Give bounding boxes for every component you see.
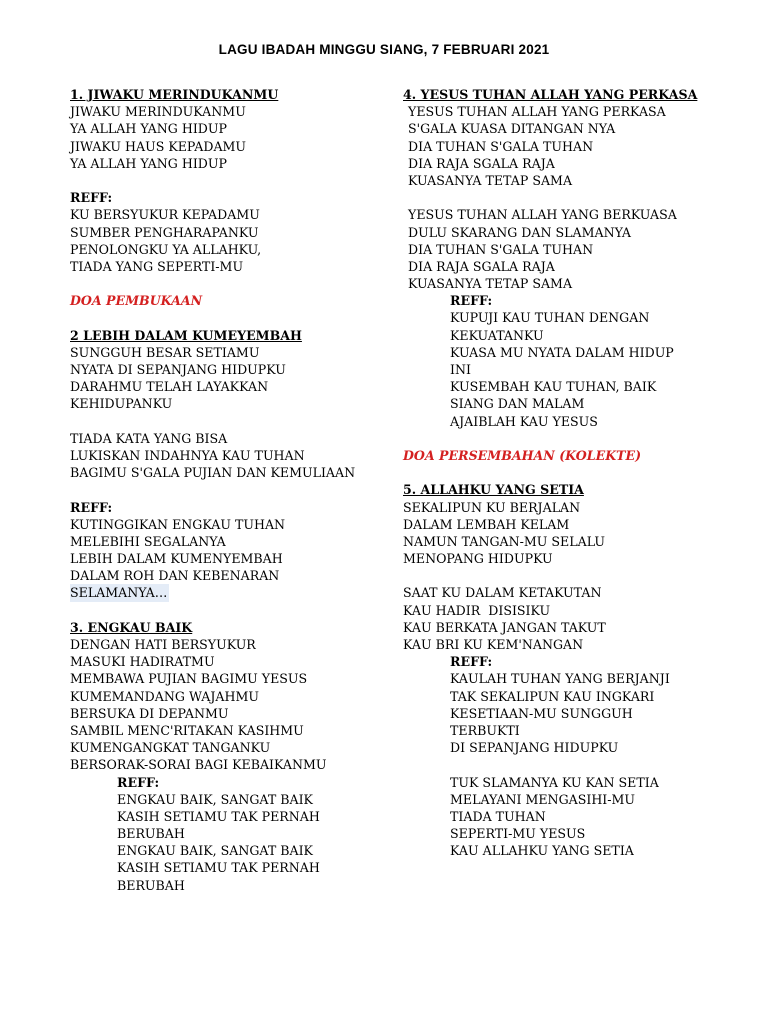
lyric-line: DI SEPANJANG HIDUPKU [450, 740, 619, 756]
lyric-line: MELEBIHI SEGALANYA [70, 533, 226, 549]
lyric-line: DIA TUHAN S'GALA TUHAN [408, 138, 594, 154]
lyric-line: KEKUATANKU [450, 327, 544, 343]
lyric-line: TIADA KATA YANG BISA [70, 430, 228, 446]
lyric-line: DALAM LEMBAH KELAM [403, 516, 570, 532]
lyric-line: KEHIDUPANKU [70, 396, 173, 412]
lyric-line: YESUS TUHAN ALLAH YANG PERKASA [408, 104, 666, 120]
lyric-line: TUK SLAMANYA KU KAN SETIA [450, 774, 659, 790]
song-1-heading: 1. JIWAKU MERINDUKANMU [70, 87, 279, 102]
lyric-line: TAK SEKALIPUN KAU INGKARI [450, 688, 655, 704]
lyric-line: SAAT KU DALAM KETAKUTAN [403, 585, 602, 601]
lyric-line: KAU ALLAHKU YANG SETIA [450, 843, 634, 859]
lyric-line: YA ALLAH YANG HIDUP [70, 155, 227, 171]
lyric-line: NAMUN TANGAN-MU SELALU [403, 533, 605, 549]
lyric-line: KASIH SETIAMU TAK PERNAH [117, 860, 320, 876]
lyric-line: KUMEMANDANG WAJAHMU [70, 688, 259, 704]
lyric-line: SEKALIPUN KU BERJALAN [403, 499, 581, 515]
lyric-line: KU BERSYUKUR KEPADAMU [70, 207, 260, 223]
lyric-line: AJAIBLAH KAU YESUS [450, 413, 598, 429]
lyric-line: PENOLONGKU YA ALLAHKU, [70, 241, 262, 257]
lyric-line: MEMBAWA PUJIAN BAGIMU YESUS [70, 671, 308, 687]
lyric-line: NYATA DI SEPANJANG HIDUPKU [70, 362, 286, 377]
lyric-line: KESETIAAN-MU SUNGGUH [450, 705, 633, 721]
reff-label: REFF: [70, 190, 113, 206]
song-2-heading: 2 LEBIH DALAM KUMEYEMBAH [70, 327, 302, 343]
highlighted-lyric-line: SELAMANYA… [70, 585, 168, 601]
lyric-line: KAU BERKATA JANGAN TAKUT [403, 619, 606, 635]
lyric-line: DARAHMU TELAH LAYAKKAN [70, 379, 269, 395]
lyric-line: MENOPANG HIDUPKU [403, 551, 553, 567]
lyric-line: DALAM ROH DAN KEBENARAN [70, 568, 280, 584]
lyric-line: BERUBAH [117, 877, 185, 893]
doa-persembahan: DOA PERSEMBAHAN (KOLEKTE) [403, 447, 642, 463]
lyric-line: YESUS TUHAN ALLAH YANG BERKUASA [408, 207, 677, 223]
lyric-line: KUASANYA TETAP SAMA [408, 276, 573, 292]
lyric-line: BERSUKA DI DEPANMU [70, 705, 229, 721]
song-3-heading: 3. ENGKAU BAIK [70, 619, 193, 635]
lyric-line: BAGIMU S'GALA PUJIAN DAN KEMULIAAN [70, 465, 356, 481]
lyric-line: TIADA TUHAN [450, 808, 546, 824]
lyric-line: KASIH SETIAMU TAK PERNAH [117, 808, 320, 824]
lyric-line: S'GALA KUASA DITANGAN NYA [408, 121, 616, 137]
lyric-line: ENGKAU BAIK, SANGAT BAIK [117, 791, 313, 807]
lyric-line: MASUKI HADIRATMU [70, 654, 215, 670]
song-5-heading: 5. ALLAHKU YANG SETIA [403, 482, 584, 498]
lyric-line: INI [450, 362, 471, 377]
lyric-line: KAULAH TUHAN YANG BERJANJI [450, 671, 670, 687]
lyric-line: LUKISKAN INDAHNYA KAU TUHAN [70, 447, 305, 463]
reff-label: REFF: [70, 499, 113, 515]
lyric-line: SAMBIL MENC'RITAKAN KASIHMU [70, 722, 304, 738]
reff-label: REFF: [450, 654, 493, 670]
lyric-line: KUASA MU NYATA DALAM HIDUP [450, 344, 674, 360]
lyric-line: BERUBAH [117, 826, 185, 842]
lyric-line: ENGKAU BAIK, SANGAT BAIK [117, 843, 313, 859]
lyric-line: DULU SKARANG DAN SLAMANYA [408, 224, 632, 240]
reff-label: REFF: [450, 293, 493, 309]
lyric-line: JIWAKU HAUS KEPADAMU [70, 138, 247, 154]
lyric-line: LEBIH DALAM KUMENYEMBAH [70, 551, 283, 567]
page-title: LAGU IBADAH MINGGU SIANG, 7 FEBRUARI 2021 [218, 42, 550, 57]
lyric-line: KAU HADIR DISISIKU [403, 602, 551, 618]
lyric-line: YA ALLAH YANG HIDUP [70, 121, 227, 137]
lyric-line: KUSEMBAH KAU TUHAN, BAIK [450, 379, 657, 395]
song-4-heading: 4. YESUS TUHAN ALLAH YANG PERKASA [403, 87, 698, 102]
lyric-line: SUNGGUH BESAR SETIAMU [70, 344, 260, 360]
lyric-line: SIANG DAN MALAM [450, 396, 585, 412]
left-column [70, 86, 390, 894]
lyric-line: DIA RAJA SGALA RAJA [408, 155, 555, 171]
lyric-line: TIADA YANG SEPERTI-MU [70, 258, 244, 274]
reff-label: REFF: [117, 774, 160, 790]
lyric-line: BERSORAK-SORAI BAGI KEBAIKANMU [70, 757, 327, 773]
lyric-line: TERBUKTI [450, 722, 520, 738]
right-column [403, 86, 703, 859]
lyric-line: KUASANYA TETAP SAMA [408, 172, 573, 188]
lyric-line: DIA TUHAN S'GALA TUHAN [408, 241, 594, 257]
lyric-line: KUPUJI KAU TUHAN DENGAN [450, 310, 650, 326]
lyric-line: KAU BRI KU KEM'NANGAN [403, 637, 584, 652]
lyric-line: SEPERTI-MU YESUS [450, 826, 586, 842]
lyric-line: MELAYANI MENGASIHI-MU [450, 791, 636, 807]
lyric-line: KUTINGGIKAN ENGKAU TUHAN [70, 516, 286, 532]
lyric-line: SUMBER PENGHARAPANKU [70, 224, 259, 240]
lyric-line: DENGAN HATI BERSYUKUR [70, 637, 256, 652]
lyric-line: DIA RAJA SGALA RAJA [408, 258, 555, 274]
lyric-line: KUMENGANGKAT TANGANKU [70, 740, 271, 756]
doa-pembukaan: DOA PEMBUKAAN [70, 293, 203, 309]
lyric-line: JIWAKU MERINDUKANMU [70, 104, 246, 120]
